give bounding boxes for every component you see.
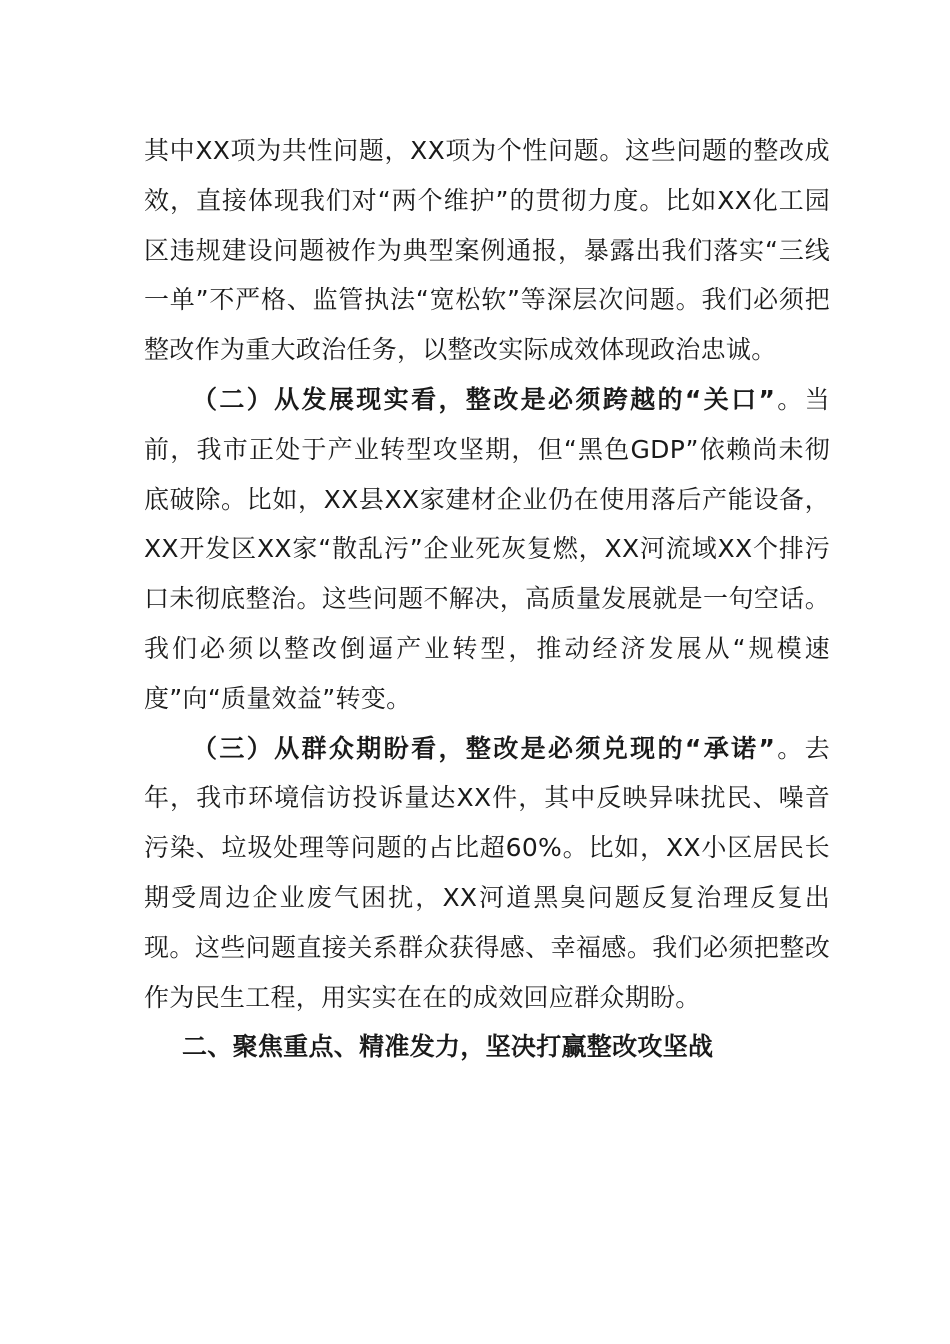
paragraph-development-reality bbox=[144, 375, 830, 724]
paragraph-text: 其中XX项为共性问题，XX项为个性问题。这些问题的整改成效，直接体现我们对“两个维护”的贯彻力度。比如XX化工园区违规建设问题被作为典型案例通报，暴露出我们落实“三线一单”不严格、监管执法“宽松软”等深层次问题。我们必须把整改作为重大政治任务，以整改实际成效体现政治忠诚。 bbox=[144, 136, 830, 365]
subheading-development-reality: （二）从发展现实看，整改是必须跨越的“关口” bbox=[192, 384, 776, 414]
document-body bbox=[144, 126, 830, 1072]
section-heading: 二、聚焦重点、精准发力，坚决打赢整改攻坚战 bbox=[182, 1032, 714, 1062]
paragraph-text: 。当前，我市正处于产业转型攻坚期，但“黑色GDP”依赖尚未彻底破除。比如，XX县XX家建材企业仍在使用落后产能设备，XX开发区XX家“散乱污”企业死灰复燃，XX河流域XX个排污口未彻底整治。这些问题不解决，高质量发展就是一句空话。我们必须以整改倒逼产业转型，推动经济发展从“规模速度”向“质量效益”转变。 bbox=[144, 384, 830, 713]
paragraph-public-expectations bbox=[144, 724, 830, 1023]
paragraph-political-loyalty bbox=[144, 126, 830, 375]
subheading-public-expectations: （三）从群众期盼看，整改是必须兑现的“承诺” bbox=[192, 733, 776, 763]
paragraph-text: 。去年，我市环境信访投诉量达XX件，其中反映异味扰民、噪音污染、垃圾处理等问题的占比超60%。比如，XX小区居民长期受周边企业废气困扰，XX河道黑臭问题反复治理反复出现。这些问题直接关系群众获得感、幸福感。我们必须把整改作为民生工程，用实实在在的成效回应群众期盼。 bbox=[144, 733, 830, 1012]
